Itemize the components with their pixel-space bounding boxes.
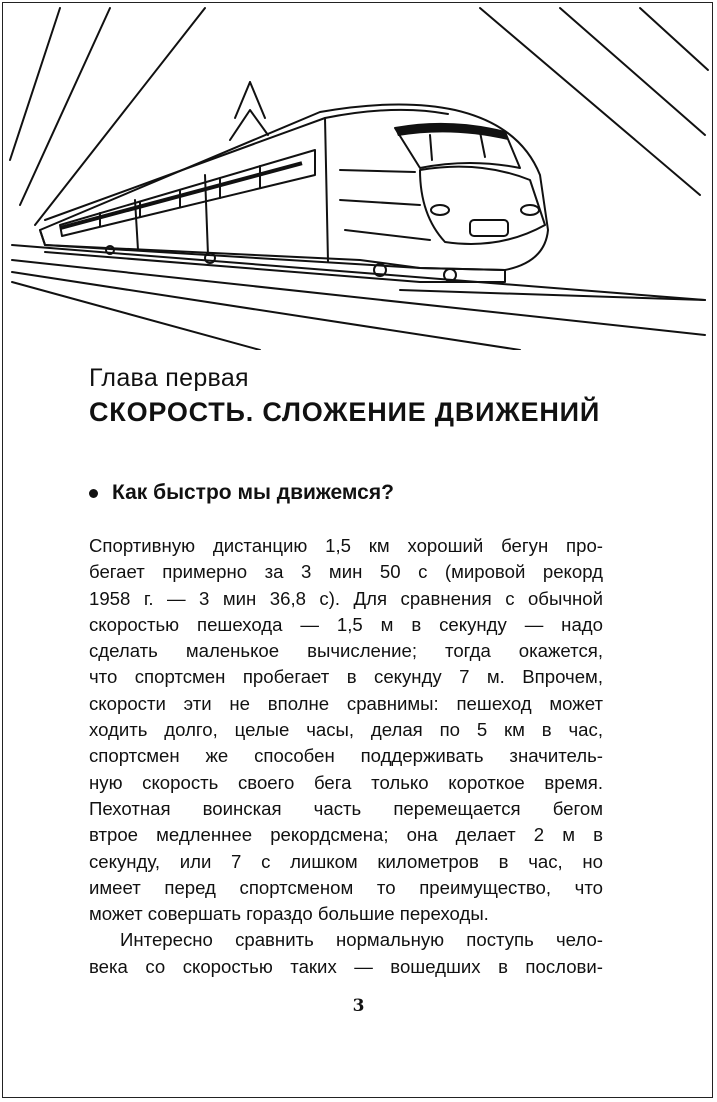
high-speed-train-illustration [0,0,717,350]
text-line: ходить долго, целые часы, делая по 5 км в час, [89,719,603,741]
text-line: века со скоростью таких — вошедших в послови- [89,955,603,977]
body-text [89,533,603,980]
chapter-title: СКОРОСТЬ. СЛОЖЕНИЕ ДВИЖЕНИЙ [89,397,601,427]
section-heading [89,481,394,505]
text-line: втрое медленнее рекордсмена; она делает 2 м в [89,824,603,846]
text-line: имеет перед спортсменом то преимущество, что [89,876,603,898]
text-line: Пехотная воинская часть перемещается бегом [89,797,603,819]
text-line: Интересно сравнить нормальную поступь чело- [120,929,603,951]
page-number: 3 [352,996,365,1016]
text-line: 1958 г. — 3 мин 36,8 с). Для сравнения с обычной [89,587,603,609]
text-line: скорости эти не вполне сравнимы: пешеход может [89,692,603,714]
chapter-label: Глава первая [89,364,249,392]
text-line: бегает примерно за 3 мин 50 с (мировой рекорд [89,561,603,583]
text-line: ную скорость своего бега только короткое время. [89,771,603,793]
text-line: Спортивную дистанцию 1,5 км хороший бегун про- [89,535,603,556]
section-heading-text: Как быстро мы движемся? [112,481,394,504]
text-line: может совершать гораздо большие переходы. [89,903,489,925]
text-line: спортсмен же способен поддерживать значитель- [89,745,603,767]
text-line: что спортсмен пробегает в секунду 7 м. Впрочем, [89,666,603,688]
text-line: скоростью пешехода — 1,5 м в секунду — надо [89,613,603,635]
text-line: секунду, или 7 с лишком километров в час, но [89,850,603,872]
bullet-icon [89,489,98,498]
text-line: сделать маленькое вычисление; тогда окажется, [89,640,603,662]
